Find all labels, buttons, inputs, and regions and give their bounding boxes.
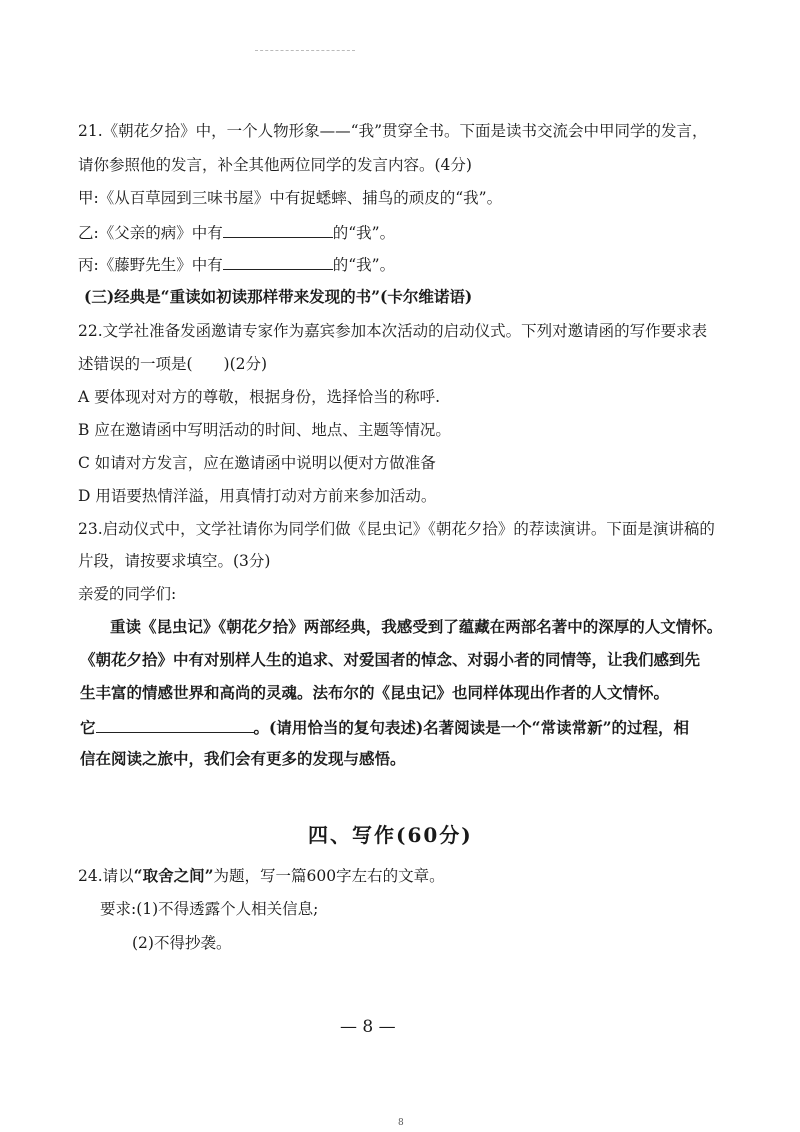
q21-yi-blank[interactable] — [223, 221, 333, 238]
top-divider — [255, 50, 355, 51]
q21-bing-prefix: 丙:《藤野先生》中有 — [78, 256, 223, 274]
q21-yi-prefix: 乙:《父亲的病》中有 — [78, 224, 223, 242]
scan-page-number: 8 — [398, 1118, 404, 1128]
q21-line2: 请你参照他的发言，补全其他两位同学的发言内容。(4分) — [78, 156, 472, 174]
q24-prompt-title: “取舍之间” — [133, 866, 214, 885]
q23-line2: 片段，请按要求填空。(3分) — [78, 552, 271, 570]
q23-para1: 重读《昆虫记》《朝花夕拾》两部经典，我感受到了蕴藏在两部名著中的深厚的人文情怀。 — [110, 617, 723, 636]
q23-para4 — [80, 716, 689, 738]
q24-requirement-2: (2)不得抄袭。 — [132, 934, 232, 952]
q22-option-c: C 如请对方发言，应在邀请函中说明以便对方做准备 — [78, 454, 436, 472]
q23-para4-prefix: 它 — [80, 718, 96, 737]
q24-prompt — [78, 866, 445, 886]
q21-jia: 甲:《从百草园到三味书屋》中有捉蟋蟀、捕鸟的顽皮的“我”。 — [78, 189, 503, 207]
q22-line2: 述错误的一项是( )(2分) — [78, 355, 268, 373]
q23-para2: 《朝花夕拾》中有对别样人生的追求、对爱国者的悼念、对弱小者的同情等，让我们感到先 — [80, 650, 701, 669]
q23-blank[interactable] — [96, 716, 254, 733]
q24-requirement-1: 要求:(1)不得透露个人相关信息; — [100, 900, 319, 918]
q24-prompt-suffix: 为题，写一篇600字左右的文章。 — [213, 867, 445, 885]
q21-yi — [78, 221, 395, 243]
q21-bing-suffix: 的“我”。 — [332, 256, 396, 274]
page-number: — 8 — — [340, 1017, 396, 1037]
q22-line1: 22.文学社准备发函邀请专家作为嘉宾参加本次活动的启动仪式。下列对邀请函的写作要求表 — [78, 322, 708, 340]
q23-greeting: 亲爱的同学们: — [78, 585, 177, 603]
q24-prompt-prefix: 24.请以 — [78, 867, 134, 885]
q23-para4-suffix: 。(请用恰当的复句表述)名著阅读是一个“常读常新”的过程，相 — [253, 718, 690, 737]
q23-para3: 生丰富的情感世界和高尚的灵魂。法布尔的《昆虫记》也同样体现出作者的人文情怀。 — [80, 683, 670, 702]
section3-title: (三)经典是“重读如初读那样带来发现的书”(卡尔维诺语) — [84, 287, 473, 306]
q23-line1: 23.启动仪式中，文学社请你为同学们做《昆虫记》《朝花夕拾》的荐读演讲。下面是演讲稿的 — [78, 520, 715, 538]
q21-bing-blank[interactable] — [223, 253, 333, 270]
section4-title: 四、写作(60分) — [308, 823, 473, 847]
q22-option-d: D 用语要热情洋溢，用真情打动对方前来参加活动。 — [78, 487, 437, 505]
q21-bing — [78, 253, 395, 275]
q21-yi-suffix: 的“我”。 — [332, 224, 396, 242]
q23-para5: 信在阅读之旅中，我们会有更多的发现与感悟。 — [80, 749, 406, 768]
q22-option-b: B 应在邀请函中写明活动的时间、地点、主题等情况。 — [78, 421, 451, 439]
q22-option-a: A 要体现对对方的尊敬，根据身份，选择恰当的称呼. — [78, 388, 441, 406]
q21-line1: 21.《朝花夕拾》中，一个人物形象——“我”贯穿全书。下面是读书交流会中甲同学的发言， — [78, 122, 708, 140]
